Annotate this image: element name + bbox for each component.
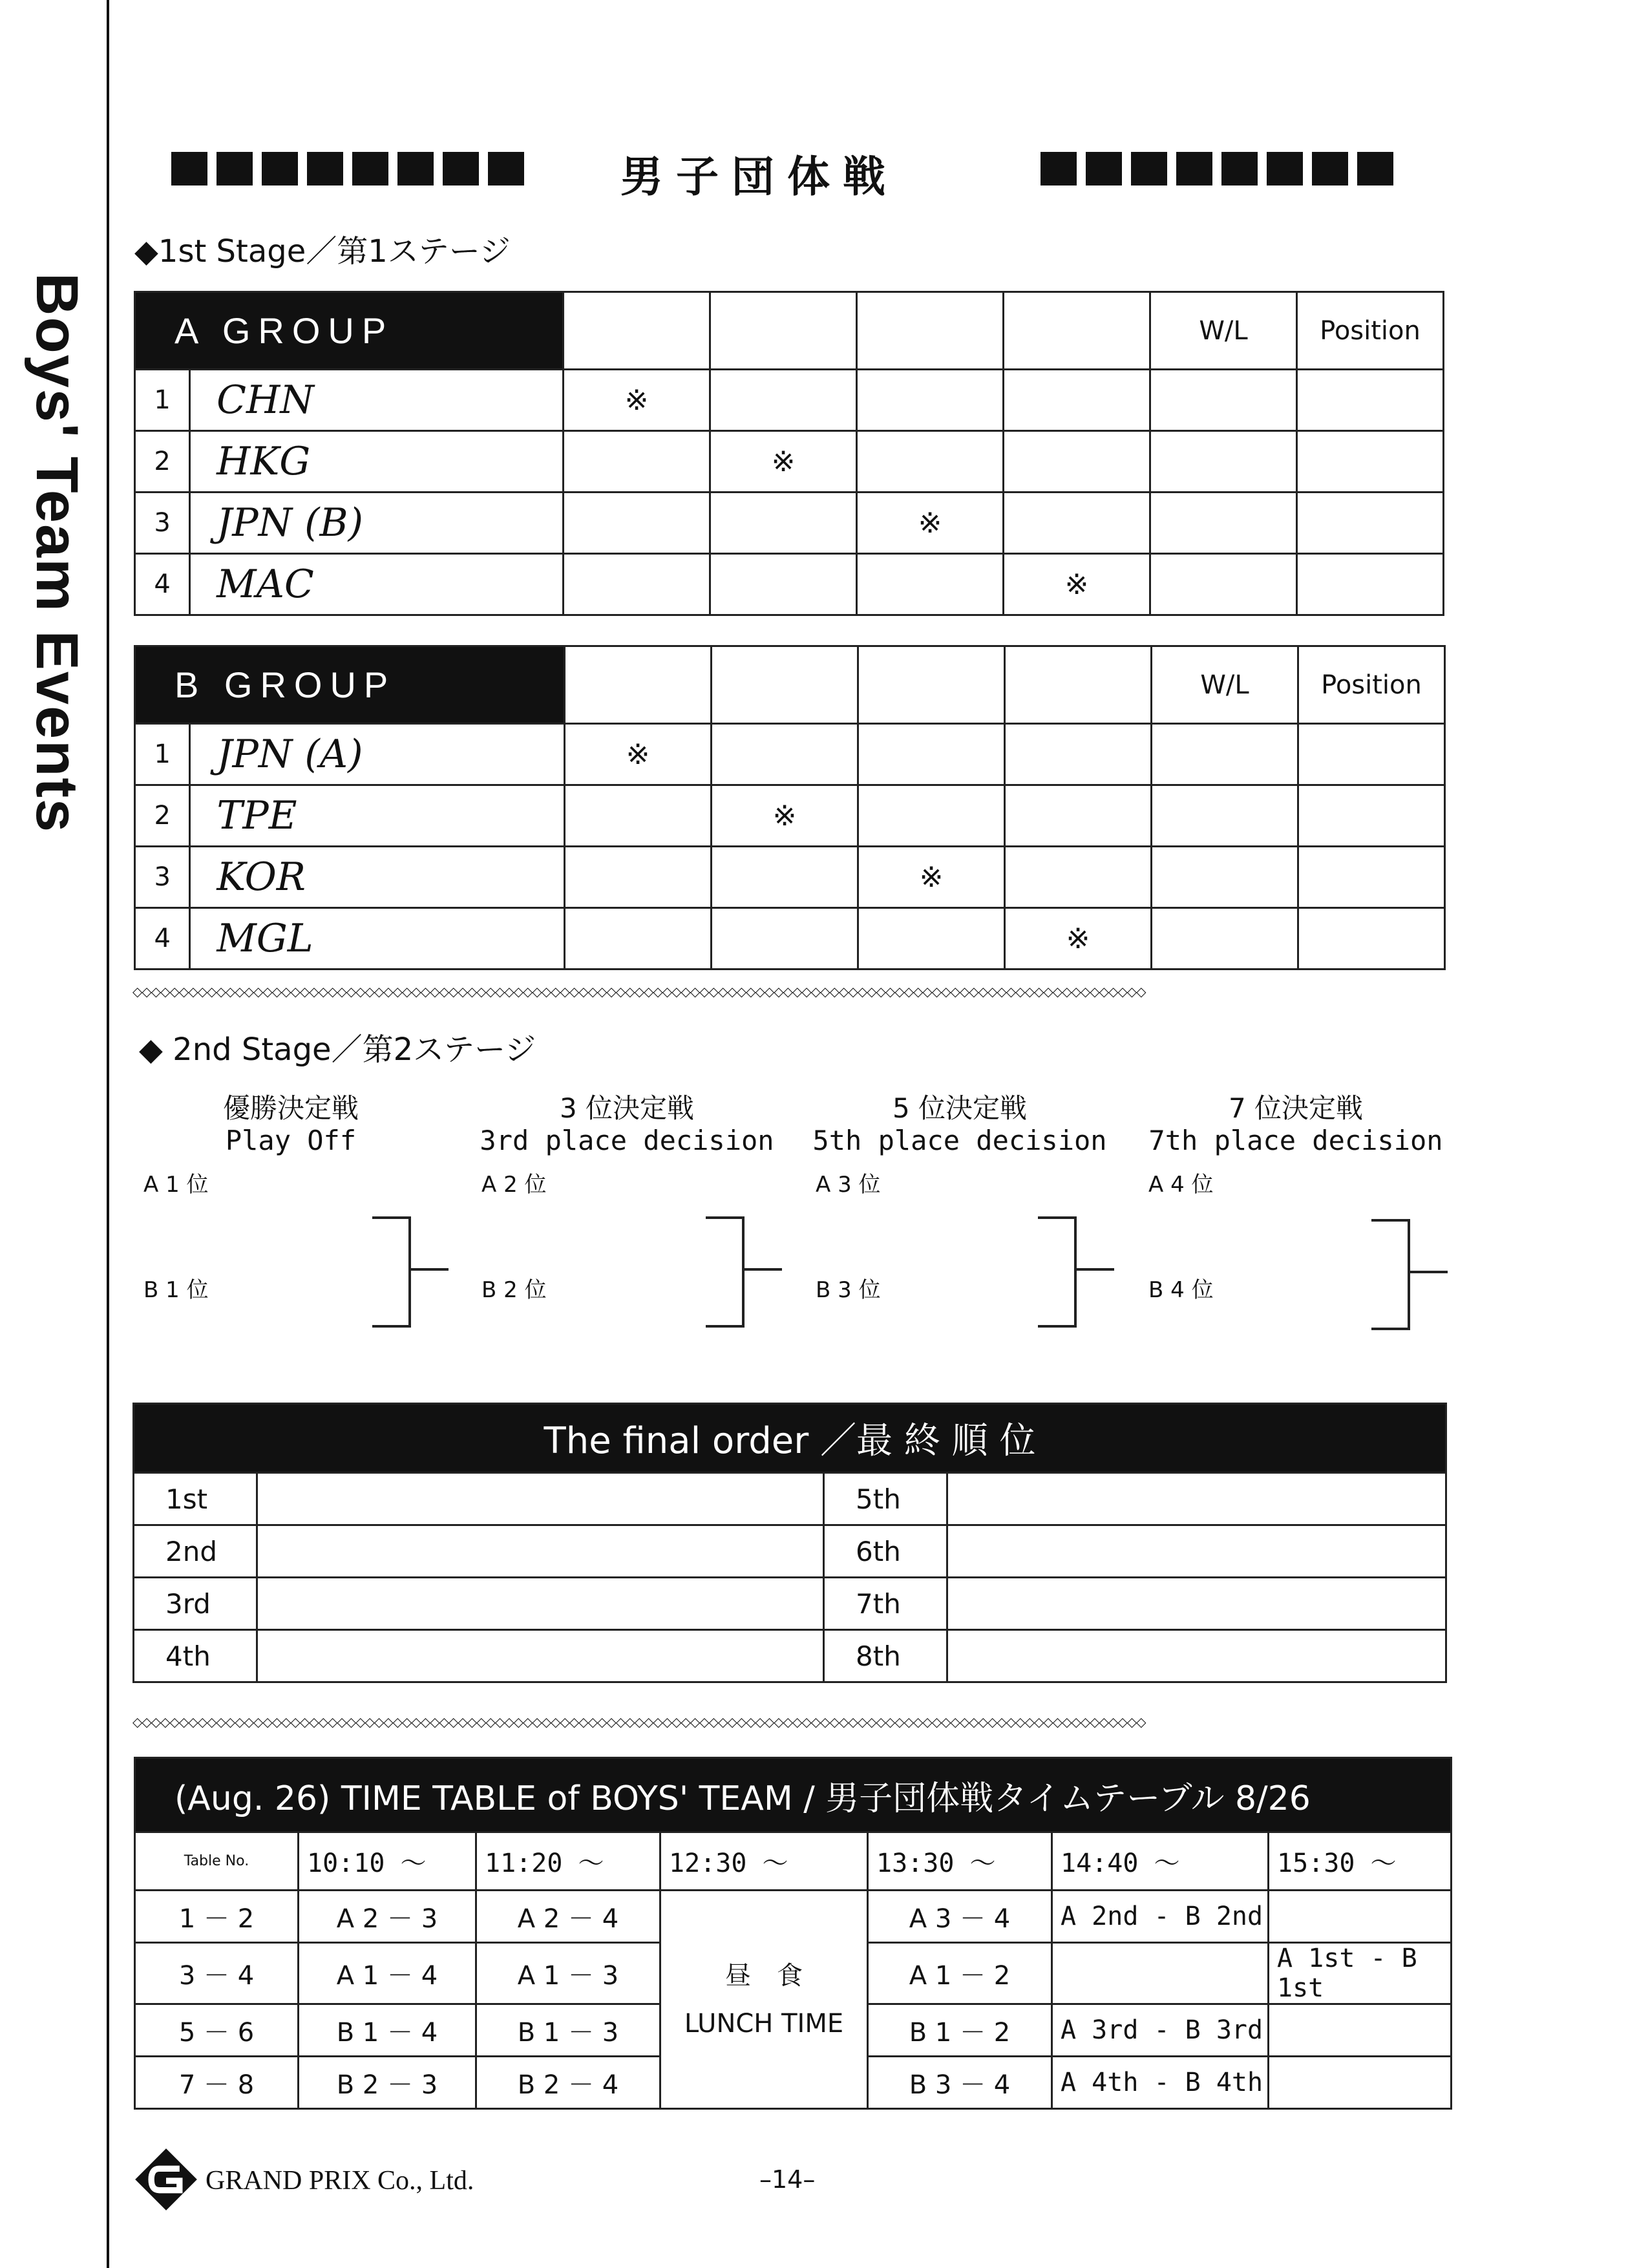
bracket-playoff <box>162 1092 420 1157</box>
match-cell: A 2 － 4 <box>476 1891 660 1943</box>
rank-label: 6th <box>824 1525 947 1578</box>
bracket-winner-line <box>745 1268 782 1271</box>
bracket-title-en: 7th place decision <box>1148 1125 1443 1156</box>
rank-label: 4th <box>134 1630 257 1682</box>
group-a-position-header: Position <box>1297 292 1444 370</box>
match-cell: A 1 － 4 <box>299 1943 476 2004</box>
self-match-mark: ※ <box>857 493 1004 554</box>
bracket-5th <box>811 1092 1108 1157</box>
table-row <box>135 908 1445 970</box>
final-order-title: The final order ／最 終 順 位 <box>134 1404 1446 1473</box>
bracket-top-slot: A 4 位 <box>1148 1172 1214 1198</box>
row-number: 1 <box>136 725 190 784</box>
bracket-top-slot: A 2 位 <box>481 1172 547 1198</box>
bracket-7th <box>1147 1092 1444 1157</box>
stage2-label: ◆ 2nd Stage／第2ステージ <box>139 1032 536 1068</box>
group-a-wl-header: W/L <box>1150 292 1297 370</box>
group-b-title: B GROUP <box>135 646 565 724</box>
team-name: TPE <box>217 793 297 838</box>
self-match-mark: ※ <box>565 724 712 785</box>
match-cell: A 3 － 4 <box>868 1891 1052 1943</box>
table-no: 1 － 2 <box>135 1891 299 1943</box>
final-order-table <box>132 1403 1447 1683</box>
bracket-top-slot: A 1 位 <box>143 1172 209 1198</box>
row-number: 2 <box>136 786 190 845</box>
heading-left-blocks <box>171 152 524 185</box>
bracket-title-en: 5th place decision <box>812 1125 1107 1156</box>
rank-label: 8th <box>824 1630 947 1682</box>
bracket-title-en: 3rd place decision <box>480 1125 774 1156</box>
col-header: 14:40 ～ <box>1052 1832 1269 1891</box>
timetable <box>134 1757 1452 2110</box>
rank-label: 3rd <box>134 1578 257 1630</box>
lunch-label-jp: 昼 食 <box>725 1960 803 1991</box>
col-header: 12:30 ～ <box>660 1832 868 1891</box>
table-no: 7 － 8 <box>135 2057 299 2109</box>
match-cell: A 2 － 3 <box>299 1891 476 1943</box>
table-row <box>135 493 1444 554</box>
group-a-title: A GROUP <box>135 292 564 370</box>
team-name: CHN <box>217 377 314 423</box>
match-cell <box>1269 1891 1452 1943</box>
row-number: 2 <box>136 432 190 491</box>
match-cell: B 2 － 4 <box>476 2057 660 2109</box>
match-cell: B 1 － 3 <box>476 2004 660 2057</box>
col-header: 11:20 ～ <box>476 1832 660 1891</box>
bracket-title-jp: 7 位決定戦 <box>1228 1092 1364 1124</box>
bracket-bottom-slot: B 1 位 <box>143 1277 209 1303</box>
bracket-3rd <box>478 1092 776 1157</box>
team-name: JPN (A) <box>217 732 363 777</box>
table-row <box>135 785 1445 847</box>
match-cell <box>1269 2004 1452 2057</box>
bracket-bottom-slot: B 2 位 <box>481 1277 547 1303</box>
row-number: 1 <box>136 370 190 430</box>
row-number: 4 <box>136 555 190 614</box>
col-header: 15:30 ～ <box>1269 1832 1452 1891</box>
rank-label: 2nd <box>134 1525 257 1578</box>
bracket-line <box>1038 1216 1077 1328</box>
team-name: JPN (B) <box>217 500 364 546</box>
table-row <box>134 1630 1446 1682</box>
bracket-top-slot: A 3 位 <box>816 1172 881 1198</box>
team-name: MAC <box>217 562 314 607</box>
bracket-line <box>706 1216 745 1328</box>
table-row <box>134 1578 1446 1630</box>
match-cell: B 2 － 3 <box>299 2057 476 2109</box>
bracket-line <box>372 1216 411 1328</box>
group-b-wl-header: W/L <box>1152 646 1298 724</box>
col-header: 10:10 ～ <box>299 1832 476 1891</box>
diamond-divider: ◇◇◇◇◇◇◇◇◇◇◇◇◇◇◇◇◇◇◇◇◇◇◇◇◇◇◇◇◇◇◇◇◇◇◇◇◇◇◇◇◇◇◇◇◇◇◇◇◇◇◇◇◇◇◇◇◇◇◇◇◇◇◇◇◇◇◇◇◇◇◇◇◇◇◇◇◇◇◇◇◇◇◇◇◇◇◇◇◇◇◇◇◇◇◇◇◇◇◇◇◇◇◇◇◇◇◇◇◇ <box>132 984 1146 998</box>
self-match-mark: ※ <box>858 847 1005 908</box>
self-match-mark: ※ <box>564 370 710 431</box>
match-cell: A 1 － 2 <box>868 1943 1052 2004</box>
group-b-position-header: Position <box>1298 646 1445 724</box>
team-name: MGL <box>217 916 313 961</box>
side-title: Boys' Team Events <box>24 273 90 834</box>
bracket-winner-line <box>411 1268 449 1271</box>
table-row <box>135 431 1444 493</box>
table-row <box>135 724 1445 785</box>
table-row <box>135 554 1444 615</box>
bracket-bottom-slot: B 4 位 <box>1148 1277 1214 1303</box>
table-row <box>134 1525 1446 1578</box>
bracket-line <box>1371 1219 1410 1330</box>
timetable-title: (Aug. 26) TIME TABLE of BOYS' TEAM / 男子団体戦タイムテーブル 8/26 <box>135 1758 1452 1832</box>
match-cell: A 4th - B 4th <box>1052 2057 1269 2109</box>
row-number: 3 <box>136 847 190 907</box>
rank-label: 7th <box>824 1578 947 1630</box>
self-match-mark: ※ <box>1004 554 1150 615</box>
rank-label: 1st <box>134 1473 257 1525</box>
company-name: GRAND PRIX Co., Ltd. <box>206 2166 474 2196</box>
diamond-divider: ◇◇◇◇◇◇◇◇◇◇◇◇◇◇◇◇◇◇◇◇◇◇◇◇◇◇◇◇◇◇◇◇◇◇◇◇◇◇◇◇◇◇◇◇◇◇◇◇◇◇◇◇◇◇◇◇◇◇◇◇◇◇◇◇◇◇◇◇◇◇◇◇◇◇◇◇◇◇◇◇◇◇◇◇◇◇◇◇◇◇◇◇◇◇◇◇◇◇◇◇◇◇◇◇◇◇◇◇◇ <box>132 1714 1146 1728</box>
team-name: KOR <box>217 854 306 900</box>
table-row <box>134 1473 1446 1525</box>
bracket-title-en: Play Off <box>225 1125 357 1156</box>
table-no: 3 － 4 <box>135 1943 299 2004</box>
match-cell: B 3 － 4 <box>868 2057 1052 2109</box>
self-match-mark: ※ <box>710 431 857 493</box>
row-number: 4 <box>136 909 190 968</box>
page-number: –14– <box>759 2165 816 2194</box>
group-a-table <box>134 291 1444 616</box>
bracket-bottom-slot: B 3 位 <box>816 1277 881 1303</box>
bracket-winner-line <box>1410 1271 1448 1273</box>
match-cell <box>1052 1943 1269 2004</box>
match-cell: B 1 － 4 <box>299 2004 476 2057</box>
col-header: Table No. <box>135 1832 299 1891</box>
company-logo-icon <box>132 2146 200 2213</box>
team-name: HKG <box>217 439 311 484</box>
match-cell: A 1st - B 1st <box>1269 1943 1452 2004</box>
match-cell: B 1 － 2 <box>868 2004 1052 2057</box>
bracket-title-jp: 優勝決定戦 <box>222 1092 359 1124</box>
table-row <box>135 1891 1452 1943</box>
match-cell: A 3rd - B 3rd <box>1052 2004 1269 2057</box>
side-rule <box>107 0 109 2268</box>
table-no: 5 － 6 <box>135 2004 299 2057</box>
col-header: 13:30 ～ <box>868 1832 1052 1891</box>
self-match-mark: ※ <box>1005 908 1152 970</box>
heading-right-blocks <box>1041 152 1393 185</box>
row-number: 3 <box>136 493 190 553</box>
self-match-mark: ※ <box>712 785 858 847</box>
bracket-title-jp: 3 位決定戦 <box>559 1092 695 1124</box>
match-cell <box>1269 2057 1452 2109</box>
match-cell: A 1 － 3 <box>476 1943 660 2004</box>
match-cell: A 2nd - B 2nd <box>1052 1891 1269 1943</box>
bracket-title-jp: 5 位決定戦 <box>892 1092 1028 1124</box>
lunch-cell <box>660 1891 868 2109</box>
table-row <box>135 370 1444 431</box>
group-b-table <box>134 645 1446 970</box>
table-row <box>135 847 1445 908</box>
bracket-winner-line <box>1077 1268 1114 1271</box>
stage1-label: ◆1st Stage／第1ステージ <box>134 233 511 270</box>
page-heading: 男子団体戦 <box>620 152 898 202</box>
rank-label: 5th <box>824 1473 947 1525</box>
lunch-label-en: LUNCH TIME <box>684 2008 844 2039</box>
